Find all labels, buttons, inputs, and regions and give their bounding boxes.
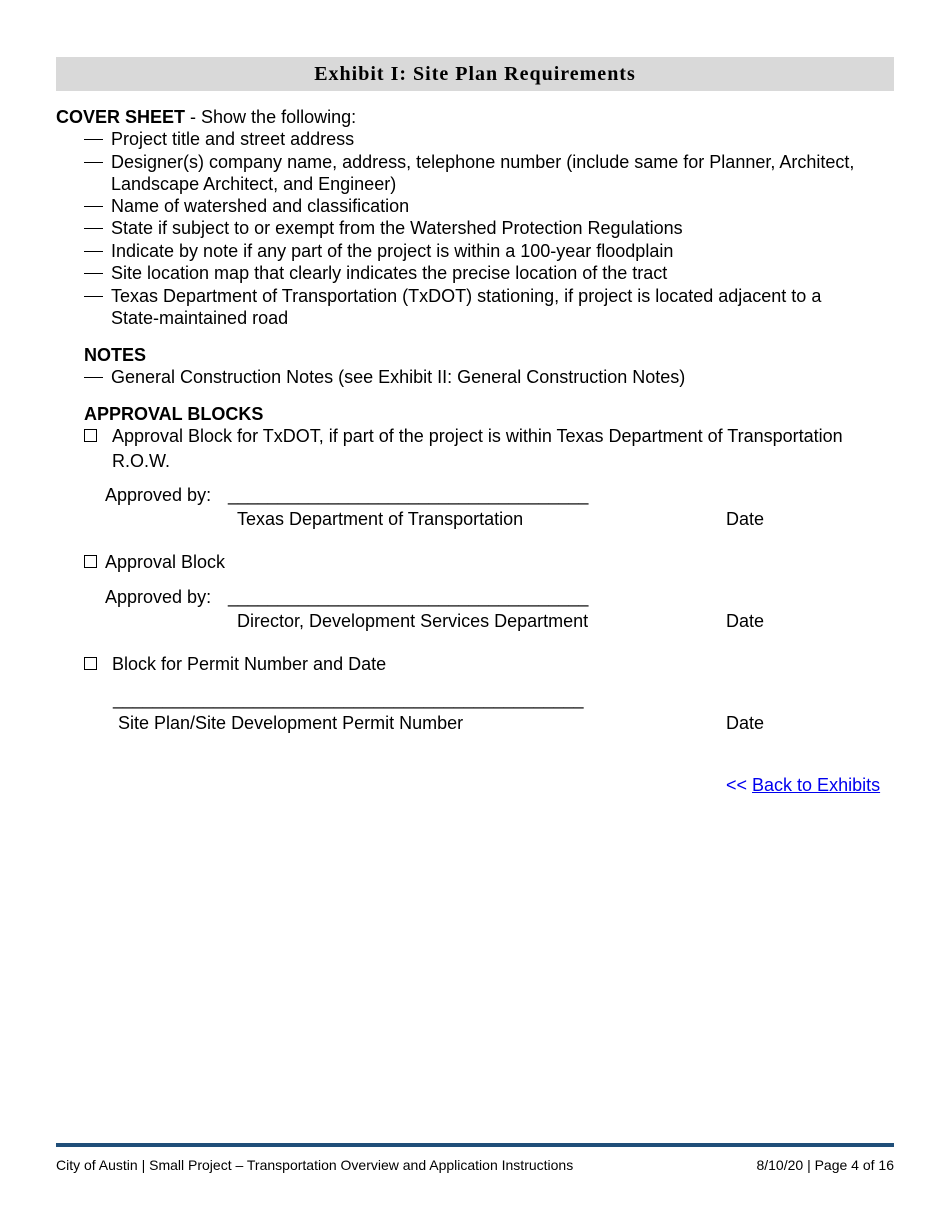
date-label: Date xyxy=(726,713,765,733)
approval-block-label: Approval Block xyxy=(105,552,226,572)
txdot-signer: Texas Department of Transportation xyxy=(237,509,524,529)
list-item: Name of watershed and classification xyxy=(111,196,410,216)
signature-line: ____________________________________ xyxy=(228,587,589,607)
director-signer: Director, Development Services Department xyxy=(237,611,589,631)
signature-line: ____________________________________ xyxy=(228,485,589,505)
approval-blocks-heading: APPROVAL BLOCKS xyxy=(84,404,264,424)
dash-bullet xyxy=(84,139,103,140)
dash-bullet xyxy=(84,377,103,378)
approved-by-label: Approved by: xyxy=(105,587,212,607)
cover-sheet-heading: COVER SHEET xyxy=(56,107,186,127)
notes-heading: NOTES xyxy=(84,345,147,365)
cover-sheet-intro: - Show the following: xyxy=(185,107,357,127)
date-label: Date xyxy=(726,611,765,631)
list-item: State if subject to or exempt from the Watershed Protection Regulations xyxy=(111,218,683,238)
list-item: Texas Department of Transportation (TxDOT) stationing, if project is located adjacent to a xyxy=(111,286,822,306)
txdot-approval-checkbox[interactable] xyxy=(84,429,97,442)
list-item: General Construction Notes (see Exhibit II: General Construction Notes) xyxy=(111,367,686,387)
dash-bullet xyxy=(84,228,103,229)
footer-page-info: 8/10/20 | Page 4 of 16 xyxy=(756,1157,894,1173)
exhibit-title-bar xyxy=(56,57,894,91)
approval-block-checkbox[interactable] xyxy=(84,555,97,568)
approved-by-label: Approved by: xyxy=(105,485,212,505)
dash-bullet xyxy=(84,162,103,163)
back-link-prefix: << xyxy=(726,775,753,795)
back-to-exhibits-link[interactable] xyxy=(726,774,880,796)
permit-block-label: Block for Permit Number and Date xyxy=(112,654,387,674)
txdot-approval-label-continuation: R.O.W. xyxy=(112,451,170,471)
list-item: Designer(s) company name, address, telephone number (include same for Planner, Architect, xyxy=(111,152,855,172)
permit-block-checkbox[interactable] xyxy=(84,657,97,670)
footer-rule xyxy=(56,1143,894,1147)
cover-sheet-heading-line xyxy=(56,106,356,128)
dash-bullet xyxy=(84,273,103,274)
list-item: Site location map that clearly indicates the precise location of the tract xyxy=(111,263,668,283)
signature-line: _______________________________________________ xyxy=(113,689,584,709)
footer-left: City of Austin | Small Project – Transportation Overview and Application Instructions xyxy=(56,1157,574,1173)
dash-bullet xyxy=(84,206,103,207)
list-item-continuation: State-maintained road xyxy=(111,308,289,328)
list-item: Indicate by note if any part of the project is within a 100-year floodplain xyxy=(111,241,674,261)
txdot-approval-label: Approval Block for TxDOT, if part of the project is within Texas Department of Transportation xyxy=(112,426,843,446)
date-label: Date xyxy=(726,509,765,529)
dash-bullet xyxy=(84,296,103,297)
back-link-label[interactable]: Back to Exhibits xyxy=(752,775,881,795)
permit-number-label: Site Plan/Site Development Permit Number xyxy=(118,713,464,733)
page-title: Exhibit I: Site Plan Requirements xyxy=(314,62,636,85)
list-item: Project title and street address xyxy=(111,129,355,149)
list-item-continuation: Landscape Architect, and Engineer) xyxy=(111,174,397,194)
dash-bullet xyxy=(84,251,103,252)
